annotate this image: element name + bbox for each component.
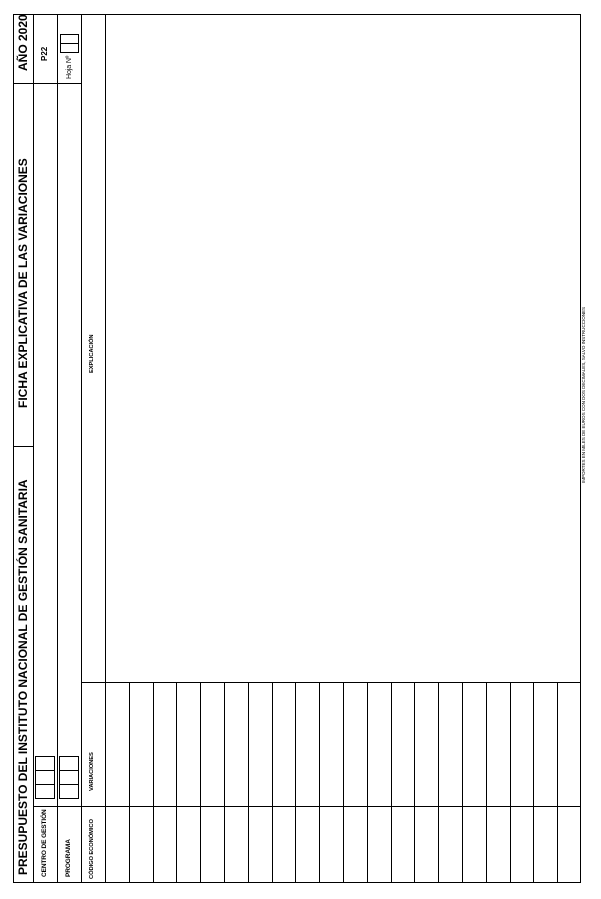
center-digit-box-3[interactable] — [35, 756, 55, 771]
budget-title: PRESUPUESTO DEL INSTITUTO NACIONAL DE GESTIÓN SANITARIA — [16, 479, 30, 875]
col-header-explanation: EXPLICACIÓN — [89, 334, 95, 373]
col-header-variations: VARIACIONES — [89, 752, 95, 791]
sheet-digit-box-1[interactable] — [60, 43, 79, 53]
management-center-label: CENTRO DE GESTIÓN — [41, 809, 48, 877]
program-digit-box-1[interactable] — [59, 784, 79, 799]
rotated-form-page — [13, 14, 585, 883]
form-title: FICHA EXPLICATIVA DE LAS VARIACIONES — [16, 158, 30, 408]
program-label: PROGRAMA — [65, 839, 72, 877]
footer-note: IMPORTES EN MILES DE EUROS CON DOS DECIMALES, SALVO INSTRUCCIONES — [581, 306, 586, 483]
sheet-label: Hoja Nº — [66, 55, 73, 79]
program-digit-box-3[interactable] — [59, 756, 79, 771]
program-digit-box-2[interactable] — [59, 770, 79, 785]
form-grid — [13, 14, 585, 883]
year-label: AÑO 2020 — [16, 14, 30, 71]
col-header-economic-code: CÓDIGO ECONÓMICO — [89, 819, 95, 879]
center-digit-box-2[interactable] — [35, 770, 55, 785]
center-digit-box-1[interactable] — [35, 784, 55, 799]
sheet-digit-box-2[interactable] — [60, 34, 79, 44]
outer-frame — [14, 15, 581, 883]
table-row-lines — [130, 683, 558, 883]
form-code: P22 — [40, 46, 49, 61]
